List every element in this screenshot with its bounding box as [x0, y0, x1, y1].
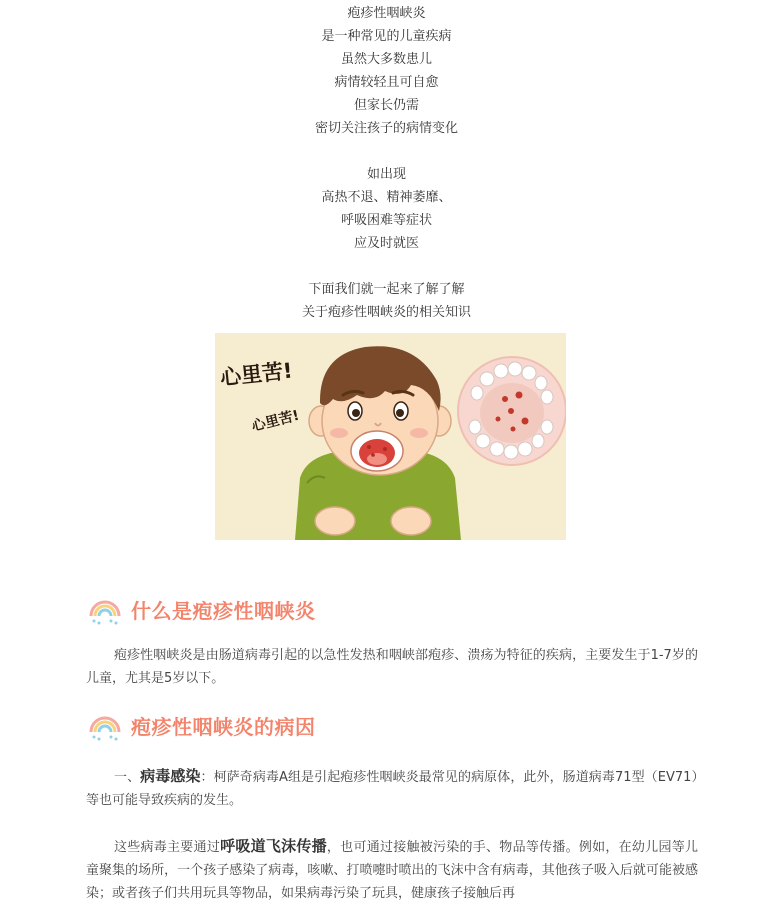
- spacer: [0, 140, 773, 163]
- intro-line: 是一种常见的儿童疾病: [321, 29, 452, 44]
- hero-illustration: [215, 333, 566, 540]
- intro-line: 疱疹性咽峡炎: [347, 6, 426, 21]
- bold-keyword: 病毒感染: [140, 767, 201, 785]
- section-title: 什么是疱疹性咽峡炎: [131, 598, 316, 623]
- intro-line: 但家长仍需: [353, 98, 419, 113]
- intro-line: 如出现: [366, 167, 406, 182]
- causes-paragraph-2: [86, 835, 698, 905]
- paragraph-text: ，也可通过接触被污染的手、物品等传播。例如，在幼儿园等儿童聚集的场所，一个孩子感染了病毒，咳嗽、打喷嚏时喷出的飞沫中含有病毒，其他孩子吸入后就可能被感染；或者孩子们共用玩具等物品，如果病毒污染了玩具，健康孩子接触后再: [86, 840, 698, 901]
- bubble-small-text: 心里苦!: [250, 407, 301, 435]
- intro-line: 应及时就医: [353, 236, 419, 251]
- intro-line: 密切关注孩子的病情变化: [314, 121, 458, 136]
- section-title: 疱疹性咽峡炎的病因: [131, 714, 316, 739]
- cartoon-child-sore-throat: [215, 333, 566, 540]
- bold-keyword: 呼吸道飞沫传播: [220, 837, 327, 855]
- rainbow-icon: [88, 592, 122, 626]
- intro-line: 虽然大多数患儿: [340, 52, 432, 67]
- list-prefix: 一、: [114, 770, 141, 785]
- intro-line: 下面我们就一起来了解了解: [308, 282, 465, 297]
- section-heading-what-is: [88, 592, 316, 626]
- rainbow-icon: [88, 708, 122, 742]
- intro-line: 关于疱疹性咽峡炎的相关知识: [301, 305, 471, 320]
- causes-paragraph-1: [86, 765, 698, 812]
- paragraph-text: ：柯萨奇病毒A组是引起疱疹性咽峡炎最常见的病原体，此外，肠道病毒71型（EV71）等也可能导致疾病的发生。: [86, 770, 698, 808]
- intro-text: [0, 2, 773, 324]
- intro-line: 高热不退、精神萎靡、: [321, 190, 452, 205]
- section-paragraph: 疱疹性咽峡炎是由肠道病毒引起的以急性发热和咽峡部疱疹、溃疡为特征的疾病，主要发生于1-7岁的儿童，尤其是5岁以下。: [86, 648, 698, 686]
- spacer: [0, 255, 773, 278]
- paragraph-text: 这些病毒主要通过: [114, 840, 221, 855]
- section-heading-causes: [88, 708, 316, 742]
- intro-line: 呼吸困难等症状: [340, 213, 432, 228]
- intro-line: 病情较轻且可自愈: [334, 75, 439, 90]
- bubble-big-text: 心里苦!: [219, 358, 294, 390]
